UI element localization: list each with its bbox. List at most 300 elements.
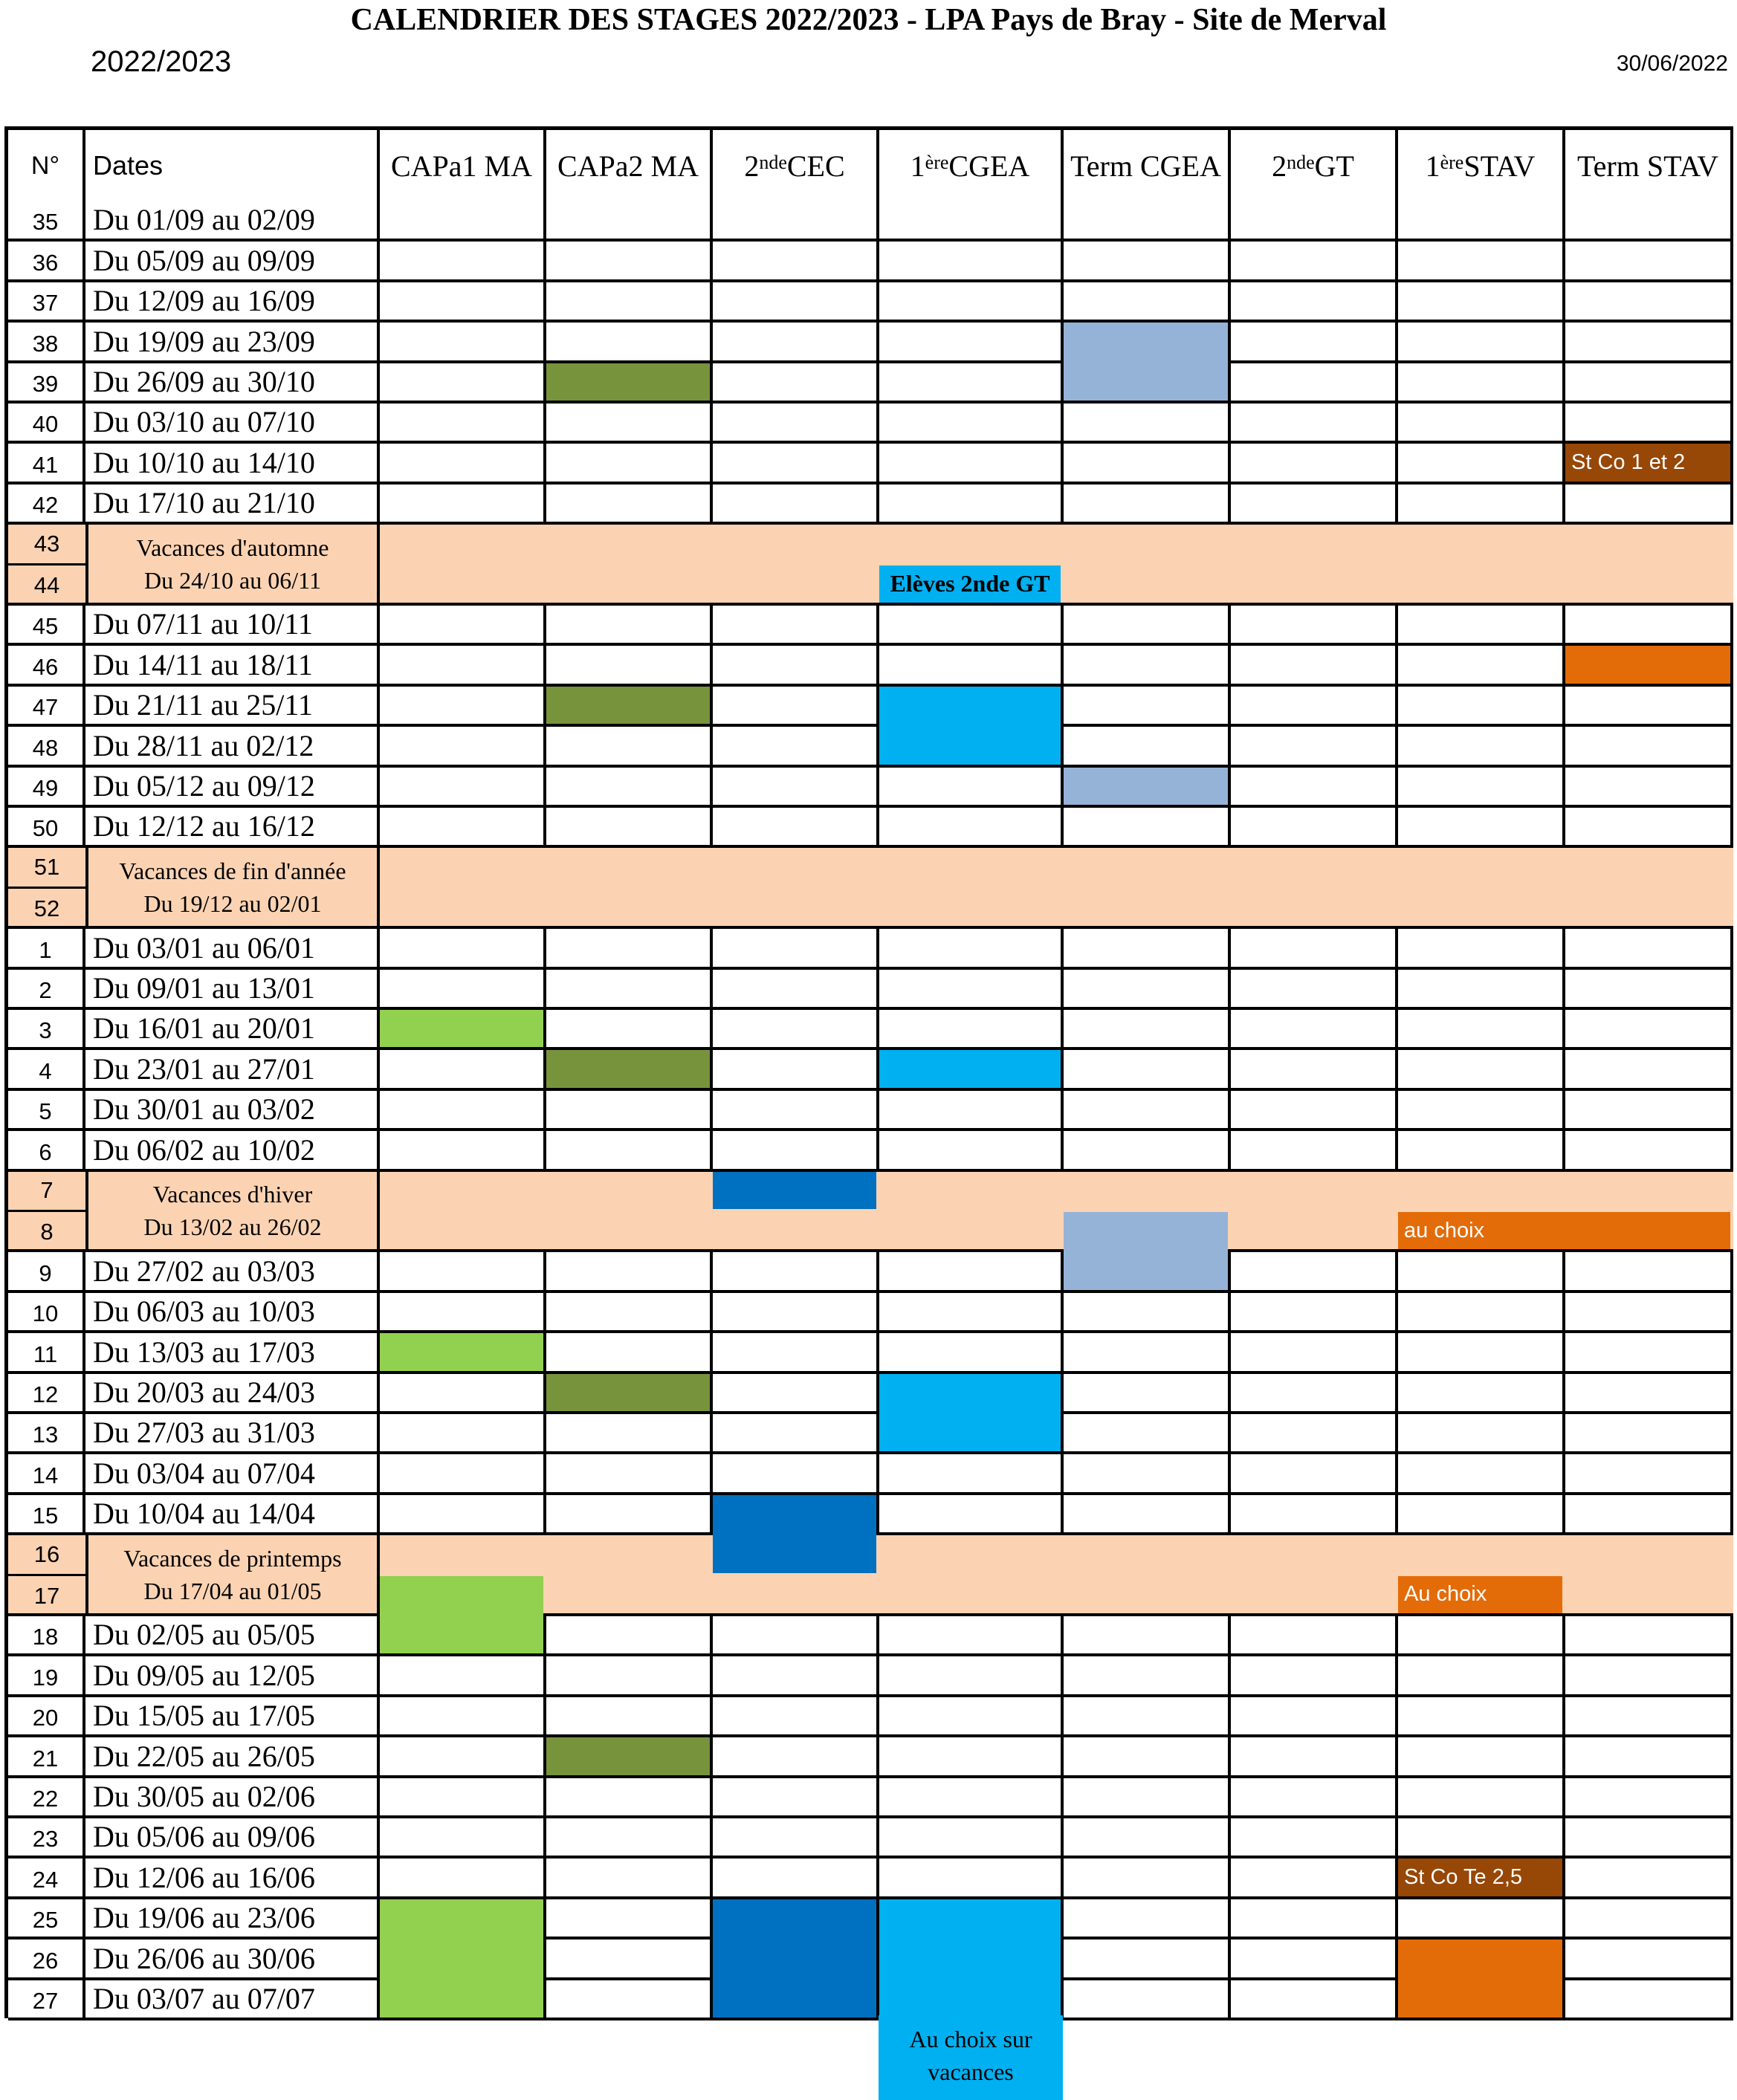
week-number: 24 xyxy=(8,1858,85,1899)
internship-period-block xyxy=(1064,1212,1228,1290)
table-cell xyxy=(1231,444,1398,484)
header-term-cgea: Term CGEA xyxy=(1064,130,1231,201)
table-cell xyxy=(1565,201,1733,242)
table-cell xyxy=(879,1495,1064,1535)
table-cell xyxy=(1565,1131,1733,1171)
table-cell xyxy=(713,1252,879,1292)
table-cell xyxy=(380,1131,546,1171)
table-cell xyxy=(713,1010,879,1050)
table-cell xyxy=(546,970,713,1010)
internship-period-block xyxy=(546,363,710,401)
table-row xyxy=(8,970,1733,1010)
table-cell xyxy=(1064,485,1231,525)
table-cell xyxy=(1231,1091,1398,1131)
table-cell xyxy=(1064,444,1231,484)
table-cell xyxy=(1064,727,1231,767)
week-number: 19 xyxy=(8,1656,85,1696)
note-line-2: vacances xyxy=(928,2058,1014,2085)
table-cell xyxy=(1064,646,1231,686)
week-dates: Du 20/03 au 24/03 xyxy=(85,1374,380,1414)
table-cell xyxy=(546,1091,713,1131)
week-number: 39 xyxy=(8,363,85,404)
table-cell xyxy=(546,323,713,363)
table-row xyxy=(8,1091,1733,1131)
week-number: 6 xyxy=(8,1131,85,1171)
table-cell xyxy=(879,1616,1064,1656)
table-row xyxy=(8,1454,1733,1494)
table-cell xyxy=(1064,1495,1231,1535)
table-cell xyxy=(1231,404,1398,444)
table-cell xyxy=(1398,1818,1565,1858)
week-dates: Du 12/12 au 16/12 xyxy=(85,808,380,848)
table-cell xyxy=(1398,687,1565,727)
table-cell xyxy=(380,1656,546,1696)
header-capa1: CAPa1 MA xyxy=(380,130,546,201)
table-cell xyxy=(1398,929,1565,969)
table-cell xyxy=(1231,606,1398,646)
table-cell xyxy=(1064,1656,1231,1696)
table-cell xyxy=(380,323,546,363)
table-cell xyxy=(713,727,879,767)
table-cell xyxy=(1231,1131,1398,1171)
table-cell xyxy=(1398,1414,1565,1454)
table-cell xyxy=(380,1091,546,1131)
header-2nde-cec: 2 $^{nde}$ CEC xyxy=(713,130,879,201)
table-cell xyxy=(713,1858,879,1899)
table-cell xyxy=(879,1737,1064,1777)
table-cell xyxy=(1064,687,1231,727)
table-cell xyxy=(1398,1131,1565,1171)
table-cell xyxy=(546,1131,713,1171)
table-cell xyxy=(879,1697,1064,1737)
table-cell xyxy=(380,1374,546,1414)
table-cell xyxy=(1565,1939,1733,1980)
table-cell xyxy=(1064,1131,1231,1171)
table-row xyxy=(8,1252,1733,1292)
table-cell xyxy=(1398,1252,1565,1292)
week-dates: Du 05/12 au 09/12 xyxy=(85,768,380,808)
table-cell xyxy=(879,1454,1064,1494)
week-dates: Du 09/05 au 12/05 xyxy=(85,1656,380,1696)
week-number: 25 xyxy=(8,1899,85,1939)
table-cell xyxy=(1064,404,1231,444)
table-cell xyxy=(1231,282,1398,323)
week-dates: Du 03/07 au 07/07 xyxy=(85,1980,380,2020)
table-cell xyxy=(546,1778,713,1818)
table-cell xyxy=(1398,727,1565,767)
table-cell xyxy=(1398,1050,1565,1090)
table-cell xyxy=(380,1293,546,1333)
table-cell xyxy=(1398,808,1565,848)
table-cell xyxy=(713,808,879,848)
table-cell xyxy=(1398,1737,1565,1777)
table-cell xyxy=(1231,1858,1398,1899)
table-cell xyxy=(1565,727,1733,767)
table-cell xyxy=(1398,1333,1565,1373)
table-cell xyxy=(1064,1697,1231,1737)
table-cell xyxy=(1565,768,1733,808)
table-cell xyxy=(713,1697,879,1737)
week-dates: Du 15/05 au 17/05 xyxy=(85,1697,380,1737)
table-cell xyxy=(380,1252,546,1292)
table-cell xyxy=(1064,606,1231,646)
table-cell xyxy=(1231,1697,1398,1737)
table-cell xyxy=(1064,1293,1231,1333)
internship-period-block xyxy=(380,1010,543,1047)
table-cell xyxy=(1398,606,1565,646)
internship-period-label: St Co Te 2,5 xyxy=(1398,1858,1562,1896)
header-2nde-gt: 2 $^{nde}$ GT xyxy=(1231,130,1398,201)
internship-period-block xyxy=(546,1050,710,1087)
table-cell xyxy=(380,1454,546,1494)
internship-period-block xyxy=(380,1576,543,1654)
table-cell xyxy=(879,242,1064,282)
table-cell xyxy=(1398,485,1565,525)
week-number: 50 xyxy=(8,808,85,848)
table-cell xyxy=(1064,1010,1231,1050)
table-cell xyxy=(1565,242,1733,282)
table-cell xyxy=(713,768,879,808)
table-cell xyxy=(1064,1980,1231,2020)
table-cell xyxy=(1565,1899,1733,1939)
week-number: 20 xyxy=(8,1697,85,1737)
week-number: 11 xyxy=(8,1333,85,1373)
table-cell xyxy=(1565,363,1733,404)
table-cell xyxy=(879,646,1064,686)
table-cell xyxy=(879,201,1064,242)
table-cell xyxy=(1565,1252,1733,1292)
table-cell xyxy=(380,485,546,525)
table-row xyxy=(8,929,1733,969)
table-cell xyxy=(546,282,713,323)
week-number: 5 xyxy=(8,1091,85,1131)
table-cell xyxy=(1231,1414,1398,1454)
week-dates: Du 06/03 au 10/03 xyxy=(85,1293,380,1333)
week-number: 51 xyxy=(8,848,85,888)
table-cell xyxy=(380,768,546,808)
table-cell xyxy=(879,1818,1064,1858)
table-cell xyxy=(1565,404,1733,444)
table-cell xyxy=(879,768,1064,808)
table-cell xyxy=(1398,1091,1565,1131)
table-cell xyxy=(546,1252,713,1292)
table-cell xyxy=(380,1050,546,1090)
table-cell xyxy=(546,444,713,484)
note-line-1: Au choix sur xyxy=(909,2026,1032,2052)
table-cell xyxy=(1565,1656,1733,1696)
week-dates: Du 28/11 au 02/12 xyxy=(85,727,380,767)
table-cell xyxy=(546,404,713,444)
table-cell xyxy=(1398,1697,1565,1737)
week-number: 41 xyxy=(8,444,85,484)
table-cell xyxy=(1064,1333,1231,1373)
week-dates: Du 21/11 au 25/11 xyxy=(85,687,380,727)
table-cell xyxy=(1565,808,1733,848)
table-cell xyxy=(879,363,1064,404)
table-cell xyxy=(380,1818,546,1858)
table-cell xyxy=(1398,646,1565,686)
week-number: 17 xyxy=(33,1582,60,1609)
internship-period-block xyxy=(879,1050,1061,1087)
table-row xyxy=(8,444,1733,484)
week-number: 18 xyxy=(8,1616,85,1656)
table-cell xyxy=(1398,242,1565,282)
table-cell xyxy=(546,1414,713,1454)
table-cell xyxy=(1398,1778,1565,1818)
week-number: 16 xyxy=(8,1535,85,1575)
table-cell xyxy=(1398,323,1565,363)
table-cell xyxy=(713,1818,879,1858)
table-cell xyxy=(713,1050,879,1090)
table-cell xyxy=(1064,1818,1231,1858)
table-row xyxy=(8,201,1733,242)
internship-period-block xyxy=(546,687,710,724)
table-cell xyxy=(713,1414,879,1454)
week-number: 1 xyxy=(8,929,85,969)
week-number: 49 xyxy=(8,768,85,808)
week-number: 37 xyxy=(8,282,85,323)
table-cell xyxy=(1064,1899,1231,1939)
week-dates: Du 12/09 au 16/09 xyxy=(85,282,380,323)
table-cell xyxy=(546,1454,713,1494)
week-number: 13 xyxy=(8,1414,85,1454)
table-cell xyxy=(1565,1374,1733,1414)
table-cell xyxy=(546,929,713,969)
table-cell xyxy=(380,1778,546,1818)
week-number: 8 xyxy=(40,1219,54,1245)
table-cell xyxy=(546,1939,713,1980)
table-cell xyxy=(1064,808,1231,848)
table-cell xyxy=(1565,1778,1733,1818)
table-cell xyxy=(1398,1656,1565,1696)
internship-period-block xyxy=(546,1374,710,1411)
week-dates: Du 30/05 au 02/06 xyxy=(85,1778,380,1818)
table-row xyxy=(8,485,1733,525)
table-cell xyxy=(1064,1778,1231,1818)
table-cell xyxy=(546,1697,713,1737)
table-cell xyxy=(713,1616,879,1656)
table-cell xyxy=(1231,1939,1398,1980)
table-cell xyxy=(879,1091,1064,1131)
table-cell xyxy=(713,1374,879,1414)
table-cell xyxy=(1398,1616,1565,1656)
table-cell xyxy=(380,929,546,969)
header-1ere-cgea: 1 $^{ère}$ CGEA xyxy=(879,130,1064,201)
internship-calendar-table xyxy=(4,126,1733,2018)
internship-period-block xyxy=(879,1374,1061,1452)
table-cell xyxy=(546,201,713,242)
table-cell xyxy=(1231,1737,1398,1777)
table-cell xyxy=(713,282,879,323)
week-dates: Du 01/09 au 02/09 xyxy=(85,201,380,242)
week-number: 40 xyxy=(8,404,85,444)
table-row xyxy=(8,768,1733,808)
week-number: 15 xyxy=(8,1495,85,1535)
header-dates: Dates xyxy=(85,130,380,201)
table-cell xyxy=(380,404,546,444)
school-year: 2022/2023 xyxy=(91,45,232,78)
holiday-name: Vacances d'automne xyxy=(136,534,329,561)
table-cell xyxy=(1231,323,1398,363)
table-cell xyxy=(713,485,879,525)
week-dates: Du 10/10 au 14/10 xyxy=(85,444,380,484)
table-cell xyxy=(380,282,546,323)
table-cell xyxy=(713,1656,879,1696)
table-row xyxy=(8,242,1733,282)
table-cell xyxy=(380,606,546,646)
week-number: 35 xyxy=(8,201,85,242)
table-cell xyxy=(1231,1293,1398,1333)
table-row xyxy=(8,687,1733,727)
table-cell xyxy=(1231,1899,1398,1939)
week-number: 46 xyxy=(8,646,85,686)
table-cell xyxy=(1064,1454,1231,1494)
internship-period-block xyxy=(1064,323,1228,401)
table-cell xyxy=(1064,1737,1231,1777)
choice-during-holidays-block xyxy=(879,2015,1063,2100)
table-cell xyxy=(879,323,1064,363)
table-cell xyxy=(713,404,879,444)
table-cell xyxy=(546,1495,713,1535)
week-number: 9 xyxy=(8,1252,85,1292)
header-1ere-stav: 1 $^{ère}$ STAV xyxy=(1398,130,1565,201)
table-cell xyxy=(1565,1293,1733,1333)
table-row xyxy=(8,646,1733,686)
table-cell xyxy=(879,1010,1064,1050)
week-dates: Du 19/06 au 23/06 xyxy=(85,1899,380,1939)
week-number: 7 xyxy=(8,1172,85,1212)
table-cell xyxy=(713,1333,879,1373)
holiday-dates: Du 24/10 au 06/11 xyxy=(144,566,321,594)
table-cell xyxy=(1398,363,1565,404)
internship-period-label: Au choix xyxy=(1398,1576,1562,1613)
table-cell xyxy=(1565,687,1733,727)
internship-period-block xyxy=(713,1172,876,1209)
week-dates: Du 19/09 au 23/09 xyxy=(85,323,380,363)
table-cell xyxy=(1398,1374,1565,1414)
table-row xyxy=(8,1293,1733,1333)
week-dates: Du 26/09 au 30/10 xyxy=(85,363,380,404)
table-row xyxy=(8,1414,1733,1454)
table-cell xyxy=(546,606,713,646)
holiday-label xyxy=(85,1535,380,1613)
table-cell xyxy=(380,444,546,484)
table-cell xyxy=(380,808,546,848)
internship-period-block xyxy=(713,1495,876,1573)
holiday-name: Vacances d'hiver xyxy=(152,1180,313,1208)
table-row xyxy=(8,363,1733,404)
table-row xyxy=(8,1697,1733,1737)
holiday-row xyxy=(8,848,1733,929)
week-dates: Du 10/04 au 14/04 xyxy=(85,1495,380,1535)
internship-period-block xyxy=(380,1899,543,2018)
table-cell xyxy=(713,1293,879,1333)
week-dates: Du 22/05 au 26/05 xyxy=(85,1737,380,1777)
table-cell xyxy=(1064,282,1231,323)
header-term-stav: Term STAV xyxy=(1565,130,1733,201)
holiday-label xyxy=(85,848,380,926)
table-cell xyxy=(1565,606,1733,646)
table-cell xyxy=(1231,808,1398,848)
table-cell xyxy=(1064,1414,1231,1454)
table-cell xyxy=(1565,1737,1733,1777)
table-cell xyxy=(713,1737,879,1777)
table-cell xyxy=(713,201,879,242)
holiday-dates: Du 17/04 au 01/05 xyxy=(143,1577,322,1604)
table-row xyxy=(8,1778,1733,1818)
table-cell xyxy=(546,1010,713,1050)
week-number: 52 xyxy=(33,895,60,921)
table-cell xyxy=(713,1778,879,1818)
table-cell xyxy=(879,404,1064,444)
table-row xyxy=(8,282,1733,323)
table-cell xyxy=(1231,1818,1398,1858)
internship-period-label: Elèves 2nde GT xyxy=(879,565,1061,603)
table-cell xyxy=(380,1697,546,1737)
table-cell xyxy=(1565,1454,1733,1494)
table-cell xyxy=(380,1737,546,1777)
holiday-dates: Du 13/02 au 26/02 xyxy=(143,1213,322,1240)
table-cell xyxy=(380,363,546,404)
week-dates: Du 30/01 au 03/02 xyxy=(85,1091,380,1131)
table-cell xyxy=(713,363,879,404)
week-number: 27 xyxy=(8,1980,85,2020)
table-header xyxy=(8,130,1733,201)
table-cell xyxy=(1231,363,1398,404)
table-cell xyxy=(546,1333,713,1373)
week-dates: Du 27/02 au 03/03 xyxy=(85,1252,380,1292)
table-cell xyxy=(1565,1616,1733,1656)
week-number: 14 xyxy=(8,1454,85,1494)
table-cell xyxy=(1231,646,1398,686)
table-row xyxy=(8,1374,1733,1414)
holiday-name: Vacances de printemps xyxy=(123,1544,342,1572)
week-dates: Du 05/06 au 09/06 xyxy=(85,1818,380,1858)
document-date: 30/06/2022 xyxy=(1616,51,1728,76)
week-number: 12 xyxy=(8,1374,85,1414)
table-cell xyxy=(879,1131,1064,1171)
table-cell xyxy=(546,1818,713,1858)
table-row xyxy=(8,1818,1733,1858)
table-cell xyxy=(713,242,879,282)
week-number: 26 xyxy=(8,1939,85,1980)
table-cell xyxy=(1398,1495,1565,1535)
table-cell xyxy=(1231,1616,1398,1656)
table-cell xyxy=(1398,1010,1565,1050)
week-dates: Du 03/01 au 06/01 xyxy=(85,929,380,969)
table-cell xyxy=(1231,929,1398,969)
header-capa2: CAPa2 MA xyxy=(546,130,713,201)
table-cell xyxy=(1231,1454,1398,1494)
table-cell xyxy=(879,1858,1064,1899)
table-cell xyxy=(380,201,546,242)
table-cell xyxy=(1565,1495,1733,1535)
week-dates: Du 03/04 au 07/04 xyxy=(85,1454,380,1494)
table-cell xyxy=(713,1091,879,1131)
table-cell xyxy=(713,929,879,969)
table-cell xyxy=(1064,970,1231,1010)
week-number: 4 xyxy=(8,1050,85,1090)
internship-period-block xyxy=(380,1333,543,1370)
table-cell xyxy=(546,485,713,525)
table-cell xyxy=(1231,1252,1398,1292)
table-row xyxy=(8,1333,1733,1373)
table-cell xyxy=(380,1495,546,1535)
table-cell xyxy=(879,282,1064,323)
week-number: 42 xyxy=(8,485,85,525)
table-cell xyxy=(1231,485,1398,525)
internship-period-block xyxy=(879,1899,1061,2018)
